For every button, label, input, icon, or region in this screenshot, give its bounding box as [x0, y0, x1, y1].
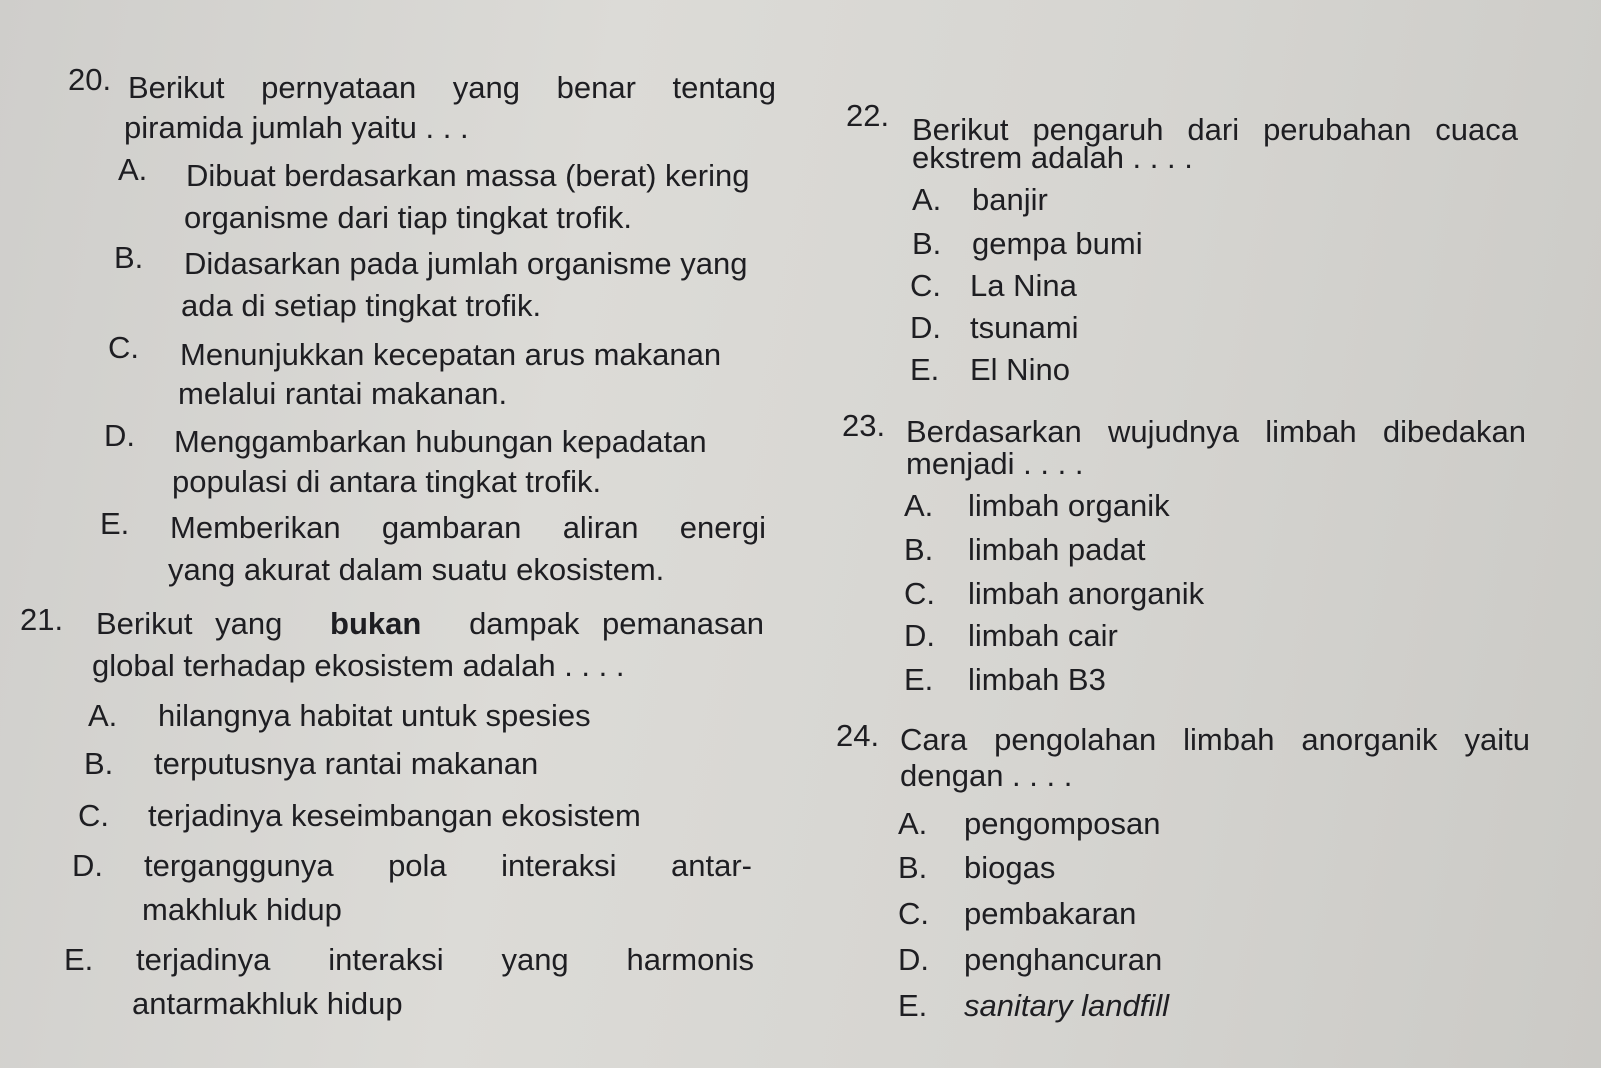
option-text: pembakaran [964, 896, 1137, 931]
option-letter: A. [904, 488, 934, 523]
option-text: organisme dari tiap tingkat trofik. [184, 200, 632, 235]
question-number: 24. [836, 718, 880, 753]
question-stem-line: dengan . . . . [900, 758, 1073, 793]
option-text: antarmakhluk hidup [132, 986, 403, 1021]
option-letter: C. [78, 798, 109, 833]
option-text: Menggambarkan hubungan kepadatan [174, 424, 707, 459]
option-letter: D. [910, 310, 941, 345]
option-letter: D. [72, 848, 103, 883]
option-letter: C. [108, 330, 139, 365]
question-stem-line: Berikut pernyataan yang benar tentang [128, 70, 776, 105]
question-number: 22. [846, 98, 890, 133]
option-text: limbah anorganik [968, 576, 1205, 611]
option-text: terganggunya pola interaksi antar- [144, 848, 752, 883]
option-text: sanitary landfill [964, 988, 1170, 1023]
option-letter: B. [114, 240, 144, 275]
option-text: populasi di antara tingkat trofik. [172, 464, 602, 499]
option-letter: A. [912, 182, 942, 217]
question-stem-line: Berikut pengaruh dari perubahan cuaca [912, 112, 1518, 147]
option-text: hilangnya habitat untuk spesies [158, 698, 591, 733]
option-letter: E. [898, 988, 928, 1023]
option-text: limbah B3 [968, 662, 1106, 697]
option-text: Memberikan gambaran aliran energi [170, 510, 766, 545]
option-letter: C. [910, 268, 941, 303]
option-letter: E. [904, 662, 934, 697]
option-text: Menunjukkan kecepatan arus makanan [180, 337, 722, 372]
option-text: banjir [972, 182, 1048, 217]
option-text: limbah organik [968, 488, 1170, 523]
option-text: gempa bumi [972, 226, 1143, 261]
option-letter: E. [100, 506, 130, 541]
option-letter: A. [88, 698, 118, 733]
question-number: 23. [842, 408, 886, 443]
option-text: biogas [964, 850, 1056, 885]
option-letter: C. [904, 576, 935, 611]
option-text: tsunami [970, 310, 1079, 345]
question-number: 20. [68, 62, 112, 97]
option-text: limbah padat [968, 532, 1146, 567]
option-text: Dibuat berdasarkan massa (berat) kering [186, 158, 750, 193]
question-stem-line: Cara pengolahan limbah anorganik yaitu [900, 722, 1530, 757]
option-text: pengomposan [964, 806, 1161, 841]
question-stem-line: global terhadap ekosistem adalah . . . . [92, 648, 625, 683]
option-text: limbah cair [968, 618, 1118, 653]
option-text: yang akurat dalam suatu ekosistem. [168, 552, 665, 587]
option-text: makhluk hidup [142, 892, 342, 927]
question-stem-line: Berdasarkan wujudnya limbah dibedakan [906, 414, 1526, 449]
option-letter: C. [898, 896, 929, 931]
option-letter: A. [898, 806, 928, 841]
question-stem-line: piramida jumlah yaitu . . . [124, 110, 469, 145]
question-number: 21. [20, 602, 64, 637]
option-text: melalui rantai makanan. [178, 376, 508, 411]
option-letter: B. [904, 532, 934, 567]
option-text: terjadinya interaksi yang harmonis [136, 942, 754, 977]
option-text: terjadinya keseimbangan ekosistem [148, 798, 641, 833]
option-letter: D. [904, 618, 935, 653]
option-letter: D. [898, 942, 929, 977]
option-letter: D. [104, 418, 135, 453]
option-letter: A. [118, 152, 148, 187]
option-text: El Nino [970, 352, 1070, 387]
emphasis-bold: bukan [330, 606, 422, 641]
option-letter: E. [910, 352, 940, 387]
option-text: ada di setiap tingkat trofik. [181, 288, 542, 323]
option-text: La Nina [970, 268, 1077, 303]
question-stem-line: Berikut yang bukan dampak pemanasan [96, 606, 764, 641]
option-text: penghancuran [964, 942, 1163, 977]
question-stem-line: ekstrem adalah . . . . [912, 140, 1193, 175]
option-text: terputusnya rantai makanan [154, 746, 539, 781]
option-letter: B. [912, 226, 942, 261]
option-letter: E. [64, 942, 94, 977]
option-text: Didasarkan pada jumlah organisme yang [184, 246, 748, 281]
question-stem-line: menjadi . . . . [906, 446, 1084, 481]
option-letter: B. [898, 850, 928, 885]
option-letter: B. [84, 746, 114, 781]
